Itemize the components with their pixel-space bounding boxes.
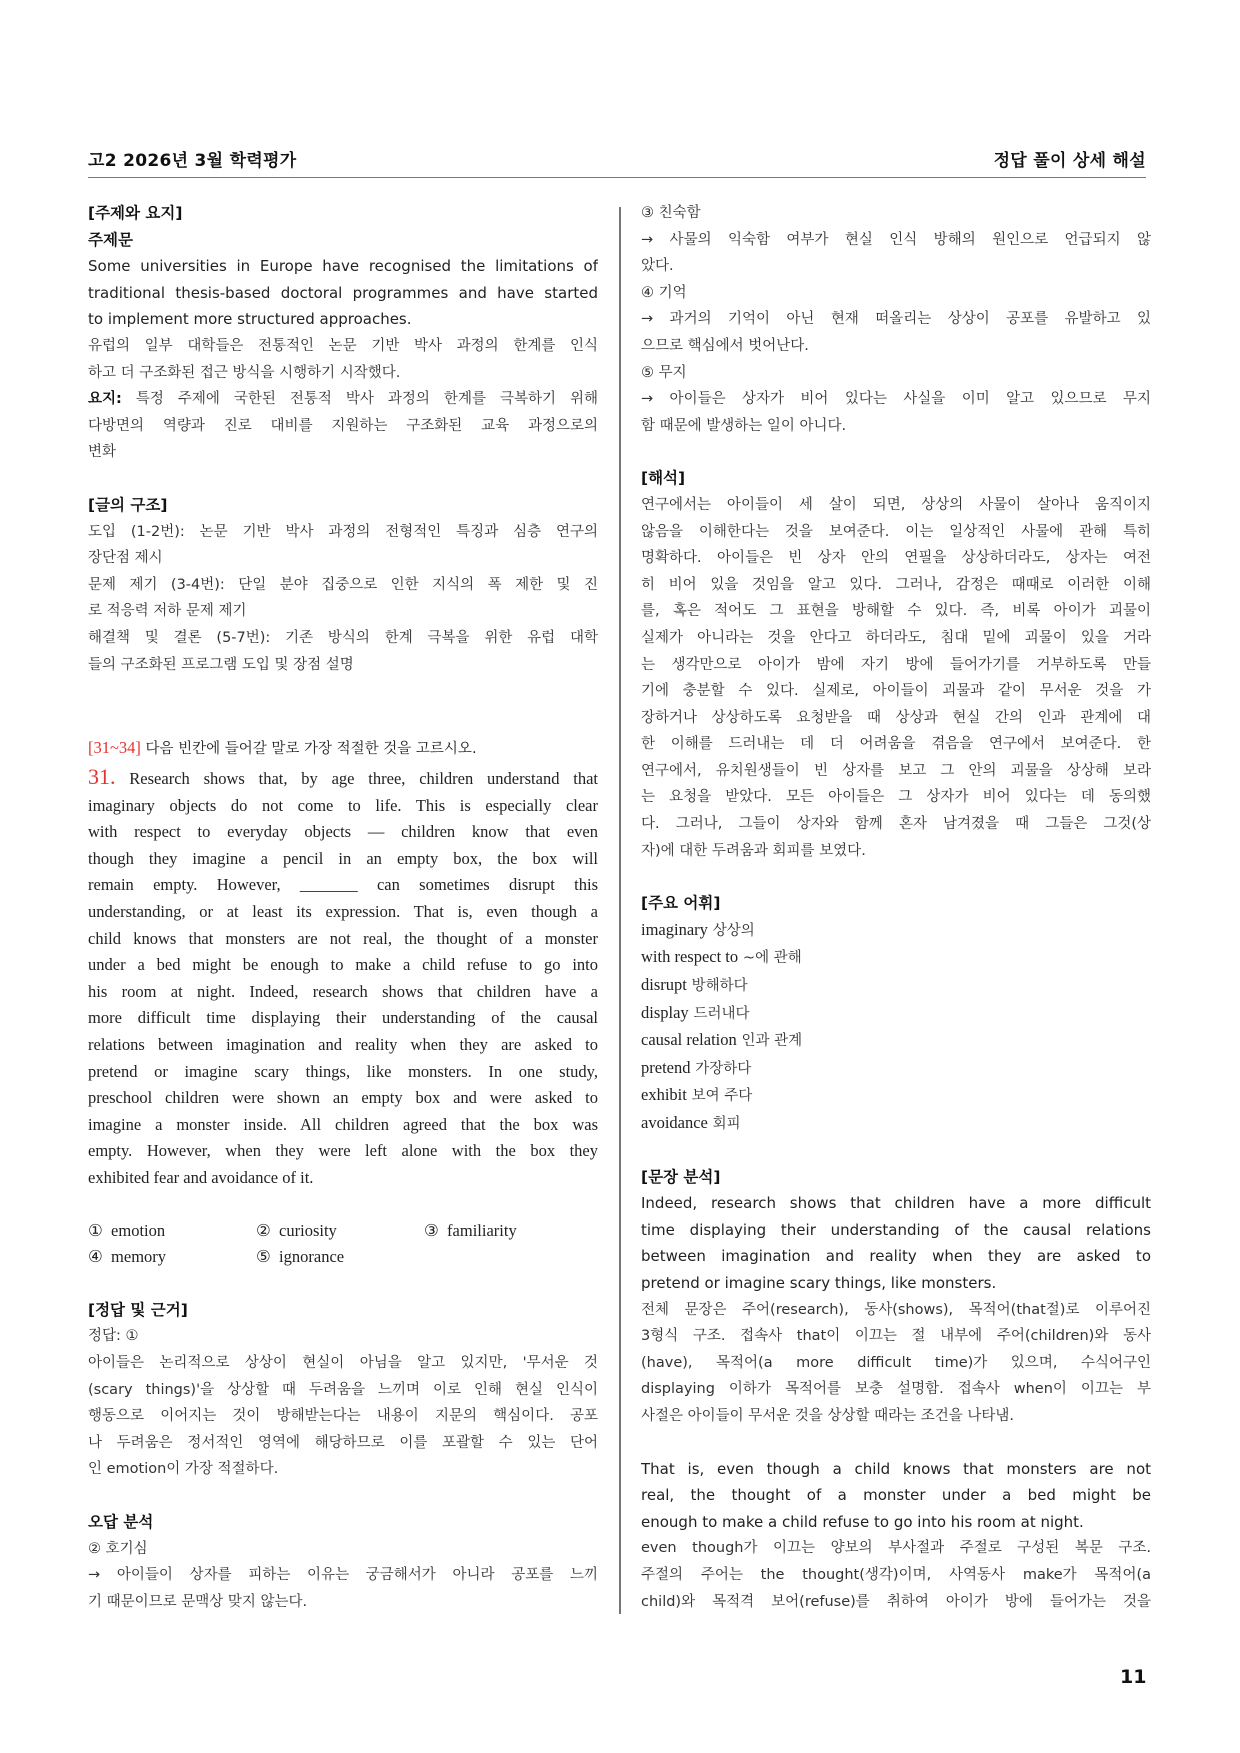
wrong-answer-section	[88, 1509, 598, 1615]
sentence-analysis-section	[641, 1164, 1151, 1616]
topic-heading: [주제와 요지]	[88, 204, 183, 222]
translation-line: 연구에서는 아이들이 세 살이 되면, 상상의 사물이 살아나 움직이지	[641, 496, 1151, 513]
structure-section	[88, 492, 598, 678]
exam-title: 고2 2026년 3월 학력평가	[88, 151, 297, 171]
analysis-en-line: That is, even though a child knows that monsters are not	[641, 1459, 1151, 1478]
vocab-kr: 상상의	[712, 922, 755, 939]
structure-line: 들의 구조화된 프로그램 도입 및 장점 설명	[88, 656, 354, 673]
passage-line: child knows that monsters are not real, the thought of a monster	[88, 928, 598, 948]
translation-line: 한 이해를 드러내는 데 더 어려움을 겪음을 연구에서 보여준다. 한	[641, 736, 1151, 753]
passage-line: more difficult time displaying their understanding of the causal	[88, 1008, 598, 1028]
passage-line: understanding, or at least its expression. That is, even though a	[88, 902, 598, 922]
answer-line: (scary things)'을 상상할 때 두려움을 느끼며 이로 인해 현실 인식이	[88, 1381, 598, 1398]
passage-line	[88, 763, 598, 793]
answer-line: 아이들은 논리적으로 상상이 현실이 아님을 알고 있지만, '무서운 것	[88, 1354, 598, 1371]
translation-line: 히 비어 있을 것임을 알고 있다. 그러나, 감정은 때때로 이러한 이해	[641, 576, 1151, 593]
choice-mark: ⑤	[256, 1247, 271, 1267]
wrong-answer-label: ⑤ 무지	[641, 364, 687, 381]
vocab-item	[641, 944, 1151, 972]
answer-section	[88, 1297, 598, 1483]
vocab-en: pretend	[641, 1057, 691, 1077]
choice-mark: ②	[256, 1220, 271, 1240]
topic-kr-line: 하고 더 구조화된 접근 방식을 시행하기 시작했다.	[88, 364, 401, 381]
analysis-en-line: time displaying their understanding of the causal relations	[641, 1220, 1151, 1239]
analysis-kr-line: 주절의 주어는 the thought(생각)이며, 사역동사 make가 목적어(a	[641, 1566, 1151, 1583]
column-divider	[619, 207, 621, 1614]
translation-section	[641, 465, 1151, 864]
vocab-kr: 인과 관계	[741, 1033, 803, 1050]
translation-line: 장하거나 상상하도록 요청받을 때 상상과 현실 간의 인과 관계에 대	[641, 709, 1151, 726]
analysis-kr-line: child)와 목적격 보어(refuse)를 취하여 아이가 방에 들어가는 것을	[641, 1593, 1151, 1610]
choice-5[interactable]	[256, 1244, 424, 1271]
wrong-answer-line: → 아이들은 상자가 비어 있다는 사실을 이미 알고 있으므로 무지	[641, 391, 1151, 408]
analysis-kr-line: displaying 이하가 목적어를 보충 설명함. 접속사 when이 이끄는 부	[641, 1381, 1151, 1398]
vocab-section	[641, 890, 1151, 1137]
choice-text: memory	[111, 1247, 167, 1267]
analysis-en-line: Indeed, research shows that children have a more difficult	[641, 1194, 1151, 1213]
translation-heading: [해석]	[641, 469, 686, 488]
vocab-en: display	[641, 1002, 689, 1022]
question-instruction	[88, 735, 598, 763]
vocab-kr: 회피	[712, 1116, 741, 1132]
passage-line: imaginary objects do not come to life. This is especially clear	[88, 795, 598, 815]
wrong-answers-continued	[641, 200, 1151, 439]
vocab-kr: 방해하다	[691, 978, 748, 995]
question-number: 31.	[88, 763, 116, 789]
answer-value: 정답: ①	[88, 1328, 139, 1345]
analysis-kr-line: (have), 목적어(a more difficult time)가 있으며, 수식어구인	[641, 1354, 1151, 1371]
vocab-en: avoidance	[641, 1113, 708, 1132]
vocab-item	[641, 972, 1151, 1000]
choice-4[interactable]	[88, 1244, 256, 1271]
right-column	[641, 200, 1151, 1615]
vocab-en: disrupt	[641, 975, 687, 995]
page-header	[88, 142, 1146, 178]
passage-line: relations between imagination and reality when they are asked to	[88, 1035, 598, 1055]
vocab-heading: [주요 어휘]	[641, 894, 721, 913]
passage-line: empty. However, when they were left alone with the box they	[88, 1141, 598, 1161]
gist-line	[88, 386, 598, 413]
translation-line: 는 요청을 받았다. 모든 아이들은 그 상자가 비어 있다는 데 동의했	[641, 789, 1151, 806]
answer-choices	[88, 1218, 598, 1271]
structure-line: 로 적응력 저하 문제 제기	[88, 603, 247, 620]
passage-line: remain empty. However, _______ can sometimes disrupt this	[88, 875, 598, 895]
section-title: 정답 풀이 상세 해설	[993, 151, 1146, 171]
translation-line: 는 생각만으로 아이가 밤에 자기 방에 들어가기를 거부하도록 만들	[641, 656, 1151, 673]
choice-text: ignorance	[279, 1247, 345, 1267]
vocab-item	[641, 1000, 1151, 1028]
analysis-kr-line: 사절은 아이들이 무서운 것을 상상할 때라는 조건을 나타냄.	[641, 1407, 1015, 1424]
passage-line: pretend or imagine scary things, like monsters. In one study,	[88, 1061, 598, 1081]
left-column	[88, 200, 598, 1615]
translation-line: 실제가 아니라는 것을 안다고 하더라도, 침대 밑에 괴물이 있을 거라	[641, 629, 1151, 646]
gist-text: 특정 주제에 국한된 전통적 박사 과정의 한계를 극복하기 위해	[121, 391, 598, 408]
passage-text: Research shows that, by age three, children understand that	[115, 768, 598, 788]
vocab-item	[641, 1055, 1151, 1083]
wrong-answer-heading: 오답 분석	[88, 1512, 154, 1531]
passage-line: though they imagine a pencil in an empty box, the box will	[88, 848, 598, 868]
wrong-answer-label: ② 호기심	[88, 1540, 148, 1557]
wrong-answer-label: ④ 기억	[641, 284, 687, 301]
wrong-answer-line: 함 때문에 발생하는 일이 아니다.	[641, 417, 847, 434]
vocab-en: with respect to	[641, 947, 739, 967]
vocab-en: causal relation	[641, 1030, 737, 1050]
choice-text: curiosity	[279, 1220, 337, 1240]
translation-line: 기에 충분할 수 있다. 실제로, 아이들이 괴물과 같이 무서운 것을 가	[641, 683, 1151, 700]
translation-line: 연구에서, 유치원생들이 빈 상자를 보고 그 안의 괴물을 상상해 보라	[641, 762, 1151, 779]
vocab-en: exhibit	[641, 1085, 687, 1105]
answer-heading: [정답 및 근거]	[88, 1300, 188, 1319]
passage-line: his room at night. Indeed, research shows that children have a	[88, 981, 598, 1001]
passage-line: exhibited fear and avoidance of it.	[88, 1168, 314, 1187]
choice-text: emotion	[111, 1220, 166, 1240]
vocab-kr: 가장하다	[695, 1060, 752, 1077]
analysis-kr-line: 3형식 구조. 접속사 that이 이끄는 절 내부에 주어(children)와 동사	[641, 1328, 1151, 1345]
structure-heading: [글의 구조]	[88, 495, 168, 514]
question-31	[88, 735, 598, 1271]
passage-line: with respect to everyday objects — children know that even	[88, 822, 598, 842]
translation-line: 를, 혹은 적어도 그 표현을 방해할 수 있다. 즉, 비록 아이가 괴물이	[641, 603, 1151, 620]
analysis-en-line: between imagination and reality when they are asked to	[641, 1247, 1151, 1266]
structure-line: 문제 제기 (3-4번): 단일 분야 집중으로 인한 지식의 폭 제한 및 진	[88, 576, 598, 593]
choice-mark: ④	[88, 1247, 103, 1267]
analysis-kr-line: 전체 문장은 주어(research), 동사(shows), 목적어(that절)로 이루어진	[641, 1301, 1151, 1318]
translation-line: 명확하다. 아이들은 빈 상자 안의 연필을 상상하더라도, 상자는 여전	[641, 550, 1151, 567]
topic-en-line: Some universities in Europe have recognised the limitations of	[88, 257, 598, 276]
instruction-text: 다음 빈칸에 들어갈 말로 가장 적절한 것을 고르시오.	[140, 741, 477, 758]
choice-3[interactable]	[424, 1218, 592, 1245]
topic-subheading: 주제문	[88, 230, 133, 249]
wrong-answer-line: 았다.	[641, 258, 674, 275]
vocab-item	[641, 917, 1151, 945]
vocab-item	[641, 1027, 1151, 1055]
analysis-kr-line: even though가 이끄는 양보의 부사절과 주절로 구성된 복문 구조.	[641, 1540, 1151, 1557]
topic-section	[88, 200, 598, 466]
choice-1[interactable]	[88, 1218, 256, 1245]
vocab-en: imaginary	[641, 919, 708, 939]
analysis-en-line: enough to make a child refuse to go into his room at night.	[641, 1512, 1084, 1531]
vocab-kr: 보여 주다	[691, 1088, 753, 1105]
gist-line: 다방면의 역량과 진로 대비를 지원하는 구조화된 교육 과정으로의	[88, 417, 598, 434]
topic-en-line: traditional thesis-based doctoral programmes and have started	[88, 283, 598, 302]
wrong-answer-label: ③ 친숙함	[641, 205, 701, 221]
passage-line: under a bed might be enough to make a child refuse to go into	[88, 955, 598, 975]
choice-mark: ③	[424, 1220, 439, 1240]
vocab-item	[641, 1082, 1151, 1110]
wrong-answer-line: → 과거의 기억이 아닌 현재 떠올리는 상상이 공포를 유발하고 있	[641, 311, 1151, 328]
translation-line: 않음을 이해한다는 것을 보여준다. 이는 일상적인 사물에 관해 특히	[641, 523, 1151, 540]
analysis-en-line: real, the thought of a monster under a bed might be	[641, 1486, 1151, 1505]
answer-line: 인 emotion이 가장 적절하다.	[88, 1461, 279, 1478]
choice-mark: ①	[88, 1220, 103, 1240]
answer-line: 나 두려움은 정서적인 영역에 해당하므로 이를 포괄할 수 있는 단어	[88, 1434, 598, 1451]
page-number: 11	[1120, 1666, 1147, 1688]
sentence-analysis-heading: [문장 분석]	[641, 1167, 721, 1186]
structure-line: 해결책 및 결론 (5-7번): 기존 방식의 한계 극복을 위한 유럽 대학	[88, 629, 598, 646]
topic-en-line: to implement more structured approaches.	[88, 310, 412, 329]
structure-line: 장단점 제시	[88, 550, 163, 567]
translation-line: 자)에 대한 두려움과 회피를 보였다.	[641, 842, 866, 859]
topic-kr-line: 유럽의 일부 대학들은 전통적인 논문 기반 박사 과정의 한계를 인식	[88, 337, 598, 354]
wrong-answer-line: → 사물의 익숙함 여부가 현실 인식 방해의 원인으로 언급되지 않	[641, 231, 1151, 248]
question-range: [31~34]	[88, 738, 141, 758]
structure-line: 도입 (1-2번): 논문 기반 박사 과정의 전형적인 특징과 심층 연구의	[88, 523, 598, 540]
wrong-answer-line: → 아이들이 상자를 피하는 이유는 궁금해서가 아니라 공포를 느끼	[88, 1567, 598, 1584]
answer-line: 행동으로 이어지는 것이 방해받는다는 내용이 지문의 핵심이다. 공포	[88, 1408, 598, 1425]
gist-label: 요지:	[88, 391, 122, 408]
translation-line: 다. 그러나, 그들이 상자와 함께 혼자 남겨졌을 때 그들은 그것(상	[641, 816, 1151, 833]
vocab-kr: ~에 관해	[742, 950, 802, 967]
vocab-item	[641, 1110, 1151, 1138]
analysis-en-line: pretend or imagine scary things, like monsters.	[641, 1273, 997, 1292]
choice-text: familiarity	[447, 1220, 517, 1240]
gist-line: 변화	[88, 444, 117, 461]
wrong-answer-line: 기 때문이므로 문맥상 맞지 않는다.	[88, 1593, 308, 1610]
passage-line: preschool children were shown an empty box and were asked to	[88, 1088, 598, 1108]
wrong-answer-line: 으므로 핵심에서 벗어난다.	[641, 337, 809, 354]
vocab-kr: 드러내다	[693, 1005, 750, 1022]
passage-line: imagine a monster inside. All children agreed that the box was	[88, 1114, 598, 1134]
choice-2[interactable]	[256, 1218, 424, 1245]
